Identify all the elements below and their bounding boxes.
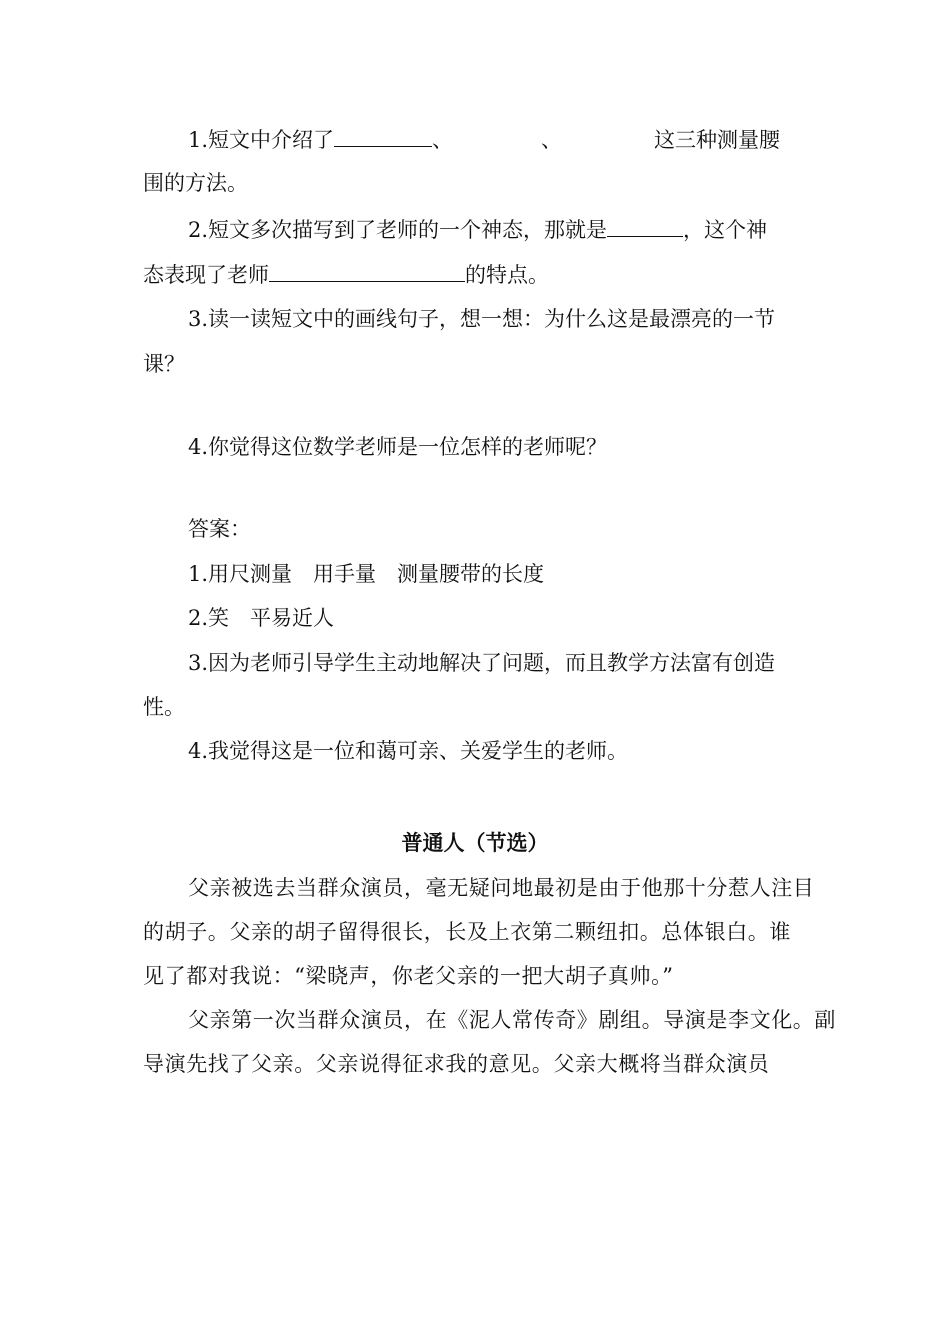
passage-paragraph-2-line-1: 父亲第一次当群众演员，在《泥人常传奇》剧组。导演是李文化。副	[188, 1008, 836, 1032]
separator: 、	[541, 128, 563, 152]
answer-2: 2.笑 平易近人	[188, 606, 335, 630]
question-1-suffix: 这三种测量腰	[654, 128, 781, 152]
separator: 、	[432, 128, 454, 152]
question-2-line2-prefix: 态表现了老师	[143, 263, 269, 287]
passage-paragraph-2-line-2: 导演先找了父亲。父亲说得征求我的意见。父亲大概将当群众演员	[143, 1052, 770, 1076]
question-2-continuation	[143, 259, 549, 290]
question-1-prefix: 1.短文中介绍了	[188, 128, 335, 152]
answer-4: 4.我觉得这是一位和蔼可亲、关爱学生的老师。	[188, 739, 629, 763]
passage-paragraph-1-line-1: 父亲被选去当群众演员，毫无疑问地最初是由于他那十分惹人注目	[188, 876, 815, 900]
answers-heading: 答案：	[188, 517, 251, 541]
question-4: 4.你觉得这位数学老师是一位怎样的老师呢？	[188, 435, 608, 459]
question-2-line2-suffix: 的特点。	[465, 263, 549, 287]
blank-2b	[269, 259, 465, 282]
question-2-suffix: ，这个神	[683, 218, 768, 242]
question-3: 3.读一读短文中的画线句子，想一想：为什么这是最漂亮的一节	[188, 307, 776, 331]
passage-title: 普通人（节选）	[401, 831, 549, 855]
question-1-continuation: 围的方法。	[143, 171, 248, 195]
answer-1: 1.用尺测量 用手量 测量腰带的长度	[188, 562, 545, 586]
question-1	[188, 124, 780, 155]
question-2-prefix: 2.短文多次描写到了老师的一个神态，那就是	[188, 218, 608, 242]
question-3-continuation: 课？	[143, 352, 185, 376]
question-2	[188, 214, 767, 245]
passage-paragraph-1-line-3: 见了都对我说：“梁晓声，你老父亲的一把大胡子真帅。”	[143, 964, 674, 988]
passage-paragraph-1-line-2: 的胡子。父亲的胡子留得很长，长及上衣第二颗纽扣。总体银白。谁	[143, 920, 791, 944]
blank-2a	[607, 214, 683, 237]
blank-1a	[334, 124, 432, 147]
answer-3: 3.因为老师引导学生主动地解决了问题，而且教学方法富有创造	[188, 651, 776, 675]
answer-3-continuation: 性。	[143, 695, 185, 719]
